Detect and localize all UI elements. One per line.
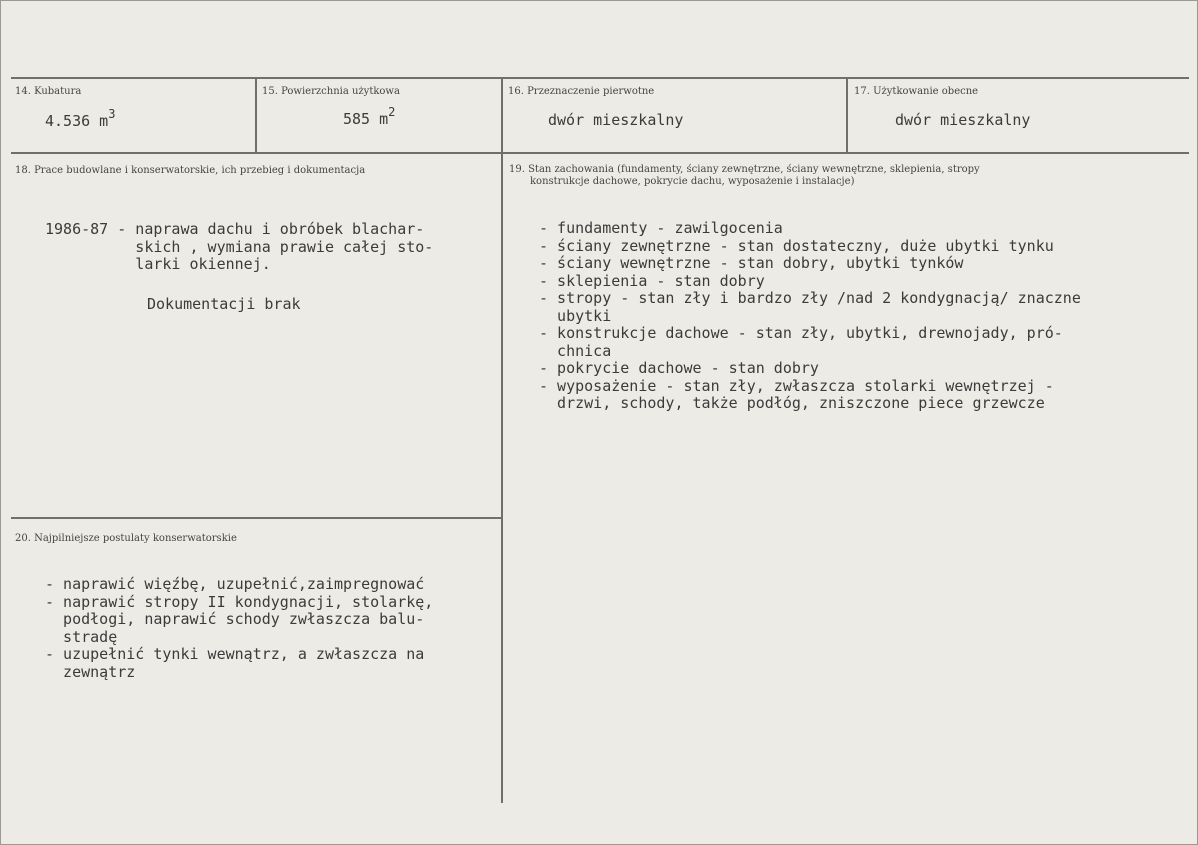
- field-20-line: - uzupełnić tynki wewnątrz, a zwłaszcza na: [45, 645, 425, 663]
- field-19-line: chnica: [539, 341, 612, 360]
- field-20-line: zewnątrz: [45, 662, 136, 681]
- field-20-entries: [45, 576, 433, 681]
- field-14-value: 4.536 $m^3$: [45, 107, 116, 130]
- field-16-value: dwór mieszkalny: [548, 111, 684, 129]
- field-15-value: 585 $m^2$: [343, 105, 396, 128]
- field-16-label: 16. Przeznaczenie pierwotne: [508, 86, 655, 97]
- field-19-line: - ściany zewnętrzne - stan dostateczny, duże ubytki tynku: [539, 236, 1054, 255]
- field-17-label: 17. Użytkowanie obecne: [854, 86, 979, 97]
- divider-15-16: [501, 78, 503, 152]
- field-19-label-line2: konstrukcje dachowe, pokrycie dachu, wyposażenie i instalacje): [530, 176, 855, 187]
- field-20-line: - naprawić więźbę, uzupełnić,zaimpregnować: [45, 575, 425, 593]
- field-18-entries: [45, 221, 433, 274]
- field-19-line: - konstrukcje dachowe - stan zły, ubytki, drewnojady, pró-: [539, 324, 1063, 342]
- field-19-line: drzwi, schody, także podłóg, zniszczone piece grzewcze: [539, 394, 1045, 412]
- field-18-line: skich , wymiana prawie całej sto-: [45, 237, 434, 256]
- field-20-line: stradę: [45, 627, 118, 646]
- field-18-line: larki okiennej.: [45, 255, 271, 273]
- field-19-line: ubytki: [539, 306, 612, 325]
- field-19-line: - sklepienia - stan dobry: [539, 271, 765, 290]
- field-18-note: Dokumentacji brak: [147, 295, 301, 313]
- field-19-label-line1: 19. Stan zachowania (fundamenty, ściany zewnętrzne, ściany wewnętrzne, sklepienia, stropy: [509, 164, 980, 175]
- field-19-line: - ściany wewnętrzne - stan dobry, ubytki tynków: [539, 254, 964, 272]
- divider-16-17: [846, 78, 848, 152]
- field-19-entries: [539, 220, 1081, 413]
- unit-superscript: 3: [108, 107, 116, 121]
- divider-14-15: [255, 78, 257, 152]
- field-19-line: - fundamenty - zawilgocenia: [539, 219, 783, 237]
- top-rule: [11, 77, 1189, 79]
- field-17-value: dwór mieszkalny: [895, 111, 1031, 129]
- field-19-line: - wyposażenie - stan zły, zwłaszcza stolarki wewnętrzej -: [539, 376, 1054, 395]
- field-19-line: - stropy - stan zły i bardzo zły /nad 2 kondygnacją/ znaczne: [539, 289, 1081, 307]
- field-15-label: 15. Powierzchnia użytkowa: [262, 86, 400, 97]
- unit-superscript: 2: [388, 105, 396, 119]
- divider-main: [501, 153, 503, 803]
- field-20-line: - naprawić stropy II kondygnacji, stolarkę,: [45, 592, 434, 611]
- row3-rule: [11, 517, 501, 519]
- field-18-label: 18. Prace budowlane i konserwatorskie, ich przebieg i dokumentacja: [15, 165, 366, 176]
- field-19-line: - pokrycie dachowe - stan dobry: [539, 359, 819, 377]
- field-14-label: 14. Kubatura: [15, 86, 82, 97]
- field-20-line: podłogi, naprawić schody zwłaszcza balu-: [45, 610, 425, 628]
- field-20-label: 20. Najpilniejsze postulaty konserwatorskie: [15, 533, 237, 544]
- row1-rule: [11, 152, 1189, 154]
- field-18-line: 1986-87 - naprawa dachu i obróbek blachar-: [45, 220, 425, 238]
